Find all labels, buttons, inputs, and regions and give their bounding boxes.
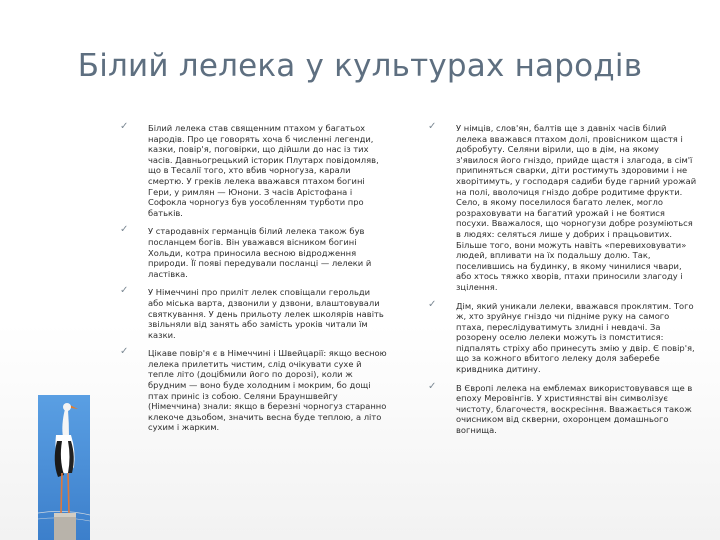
checkmark-bullet-icon: ✓ xyxy=(120,346,129,358)
checkmark-bullet-icon: ✓ xyxy=(120,224,129,236)
bullet-item xyxy=(120,226,388,279)
stork-photo xyxy=(38,395,90,540)
checkmark-bullet-icon: ✓ xyxy=(428,380,437,392)
bullet-item xyxy=(428,298,698,375)
checkmark-bullet-icon: ✓ xyxy=(428,121,437,132)
bullet-text: У Німеччині про приліт лелек сповіщали герольди або міська варта, дзвонили у дзвони, влаштовували святкування. У день прильоту лелек школярів навіть звільняли від занять або замість уроків читали їм казки. xyxy=(148,287,384,340)
left-column xyxy=(120,123,388,441)
bullet-text: Дім, який уникали лелеки, вважався проклятим. Того ж, хто зруйнує гніздо чи підніме руку на самого птаха, переслідуватимуть злидні і невдачі. За розорену оселю лелеки можуть із помститися: підпалять стріху або принесуть змію у двір. Є повір'я, що за кожного вбитого лелеку доля заберебе кривдника дитину. xyxy=(456,300,695,375)
bullet-text: В Європі лелека на емблемах використовувався ще в епоху Меровінгів. У християнстві він символізує чистоту, благочестя, воскресіння. Вважається також очисником від скверни, охоронцем домашнього вогнища. xyxy=(456,382,693,436)
right-column xyxy=(428,123,698,444)
bullet-item xyxy=(428,380,698,436)
slide-title: Білий лелека у культурах народів xyxy=(77,48,643,84)
bullet-text: Білий лелека став священним птахом у багатьох народів. Про це говорять хоча б численні легенди, казки, повір'я, поговірки, що дійшли до нас із тих часів. Давньогрецький історик Плутарх повідомляв, що в Тесалії того, хто вбив чорногуза, карали смертю. У греків лелека вважався птахом богині Гери, у римлян — Юнони. З часів Арістофана і Софокла чорногуз був уособленням турботи про батьків. xyxy=(148,123,379,218)
bullet-item xyxy=(428,123,698,293)
bullet-text: Цікаве повір'я є в Німеччині і Швейцарії: якщо весною лелека прилетить чистим, слід очікувати сухе й тепле літо (доцібмили його по дорозі), коли ж брудним — воно буде холодним і мокрим, бо дощі птах приніс із собою. Селяни Брауншвейгу (Німеччина) знали: якщо в березні чорногуз старанно клекоче дзьобом, значить весна буде теплою, а літо сухим і жарким. xyxy=(148,348,387,433)
checkmark-bullet-icon: ✓ xyxy=(120,285,129,297)
checkmark-bullet-icon: ✓ xyxy=(120,121,129,132)
bullet-text: У німців, слов'ян, балтів ще з давніх часів білий лелека вважався птахом долі, провісником щастя і добробуту. Селяни вірили, що в дім, на якому з'явилося його гніздо, прийде щастя і злагода, в сім'ї припиняться сварки, діти ростимуть здоровими і не хворітимуть, у господаря садиби буде гарний урожай на полі, вволочиця гніздо добре родитиме фрукти. Село, в якому поселилося багато лелек, могло розраховувати на багатий урожай і не боятися посухи. Вважалося, що чорногузи добре розуміються в людях: селяться лише у добрих і працьовитих. Більше того, вони можуть навіть «перевиховувати» людей, впливати на їх подальшу долю. Так, поселившись на будинку, в якому чинилися чвари, або хтось тяжко хворів, птахи приносили злагоду і зцілення. xyxy=(456,123,697,292)
checkmark-bullet-icon: ✓ xyxy=(428,298,437,310)
bullet-text: У стародавніх германців білий лелека також був посланцем богів. Він уважався вісником богині Хольди, котра приносила весною відродження природи. Її появі передували посланці — лелеки й ластівка. xyxy=(148,226,372,279)
bullet-item xyxy=(120,348,388,433)
bullet-item xyxy=(120,123,388,218)
bullet-item xyxy=(120,287,388,340)
